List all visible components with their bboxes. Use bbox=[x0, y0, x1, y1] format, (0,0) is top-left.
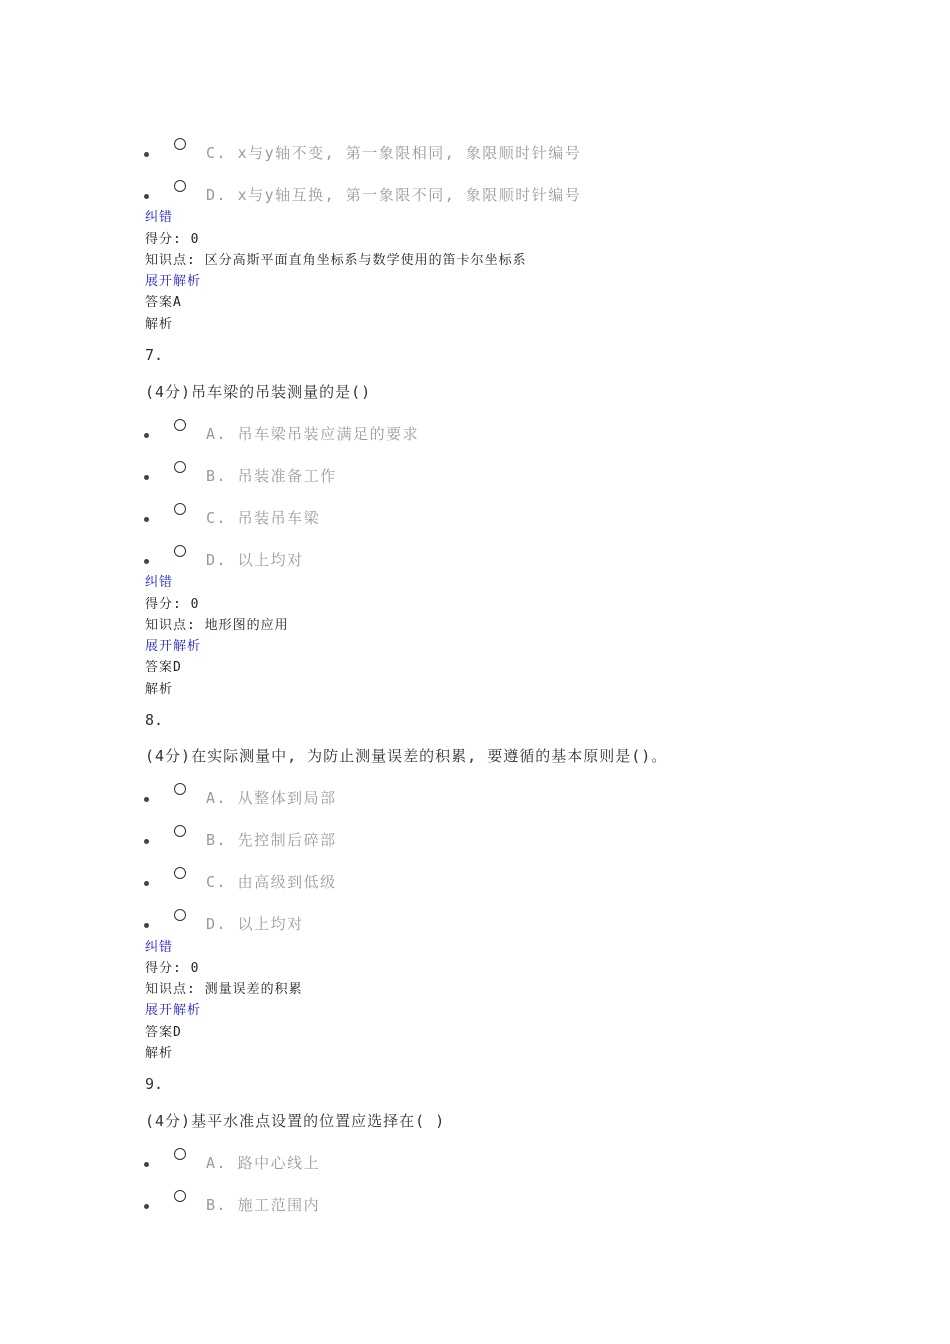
radio-button[interactable] bbox=[174, 1190, 186, 1202]
option-letter: B. bbox=[206, 831, 228, 849]
score-text: 得分: 0 bbox=[145, 597, 200, 612]
correct-error-link[interactable]: 纠错 bbox=[145, 940, 174, 955]
question-stem: (4分)吊车梁的吊装测量的是() bbox=[145, 383, 372, 401]
option-text: 以上均对 bbox=[237, 551, 304, 569]
option-text: x与y轴不变, 第一象限相同, 象限顺时针编号 bbox=[237, 144, 582, 162]
option-text: 吊车梁吊装应满足的要求 bbox=[237, 425, 420, 443]
question-stem: (4分)在实际测量中, 为防止测量误差的积累, 要遵循的基本原则是()。 bbox=[145, 747, 668, 765]
option-text: 从整体到局部 bbox=[237, 789, 337, 807]
correct-error-link[interactable]: 纠错 bbox=[145, 210, 174, 225]
option-letter: A. bbox=[206, 789, 228, 807]
answer-text: 答案D bbox=[145, 660, 182, 675]
knowledge-point: 知识点: 区分高斯平面直角坐标系与数学使用的笛卡尔坐标系 bbox=[145, 253, 527, 268]
option-text: 施工范围内 bbox=[237, 1196, 321, 1214]
option-a[interactable] bbox=[0, 1148, 900, 1178]
analysis-label: 解析 bbox=[145, 1046, 174, 1061]
option-text: x与y轴互换, 第一象限不同, 象限顺时针编号 bbox=[237, 186, 582, 204]
option-text: 路中心线上 bbox=[237, 1154, 321, 1172]
option-letter: D. bbox=[206, 551, 228, 569]
option-letter: C. bbox=[206, 873, 228, 891]
option-letter: B. bbox=[206, 467, 228, 485]
knowledge-point: 知识点: 地形图的应用 bbox=[145, 618, 289, 633]
option-text: 吊装准备工作 bbox=[237, 467, 337, 485]
analysis-label: 解析 bbox=[145, 317, 174, 332]
option-letter: A. bbox=[206, 425, 228, 443]
question-number: 7. bbox=[145, 346, 164, 364]
bullet-dot bbox=[144, 1162, 149, 1167]
option-b[interactable] bbox=[0, 1190, 900, 1220]
answer-text: 答案D bbox=[145, 1025, 182, 1040]
option-text: 以上均对 bbox=[237, 915, 304, 933]
radio-button[interactable] bbox=[174, 1148, 186, 1160]
expand-analysis-link[interactable]: 展开解析 bbox=[145, 274, 202, 289]
option-letter: C. bbox=[206, 144, 228, 162]
knowledge-point: 知识点: 测量误差的积累 bbox=[145, 982, 303, 997]
option-letter: A. bbox=[206, 1154, 228, 1172]
answer-text: 答案A bbox=[145, 295, 182, 310]
score-text: 得分: 0 bbox=[145, 232, 200, 247]
option-letter: D. bbox=[206, 186, 228, 204]
score-text: 得分: 0 bbox=[145, 961, 200, 976]
correct-error-link[interactable]: 纠错 bbox=[145, 575, 174, 590]
option-text: 吊装吊车梁 bbox=[237, 509, 321, 527]
option-text: 先控制后碎部 bbox=[237, 831, 337, 849]
option-text: 由高级到低级 bbox=[237, 873, 337, 891]
question-stem: (4分)基平水准点设置的位置应选择在( ) bbox=[145, 1112, 446, 1130]
question-number: 8. bbox=[145, 711, 164, 729]
expand-analysis-link[interactable]: 展开解析 bbox=[145, 639, 202, 654]
option-letter: D. bbox=[206, 915, 228, 933]
option-letter: C. bbox=[206, 509, 228, 527]
analysis-label: 解析 bbox=[145, 682, 174, 697]
question-number: 9. bbox=[145, 1075, 164, 1093]
expand-analysis-link[interactable]: 展开解析 bbox=[145, 1003, 202, 1018]
bullet-dot bbox=[144, 1204, 149, 1209]
option-letter: B. bbox=[206, 1196, 228, 1214]
